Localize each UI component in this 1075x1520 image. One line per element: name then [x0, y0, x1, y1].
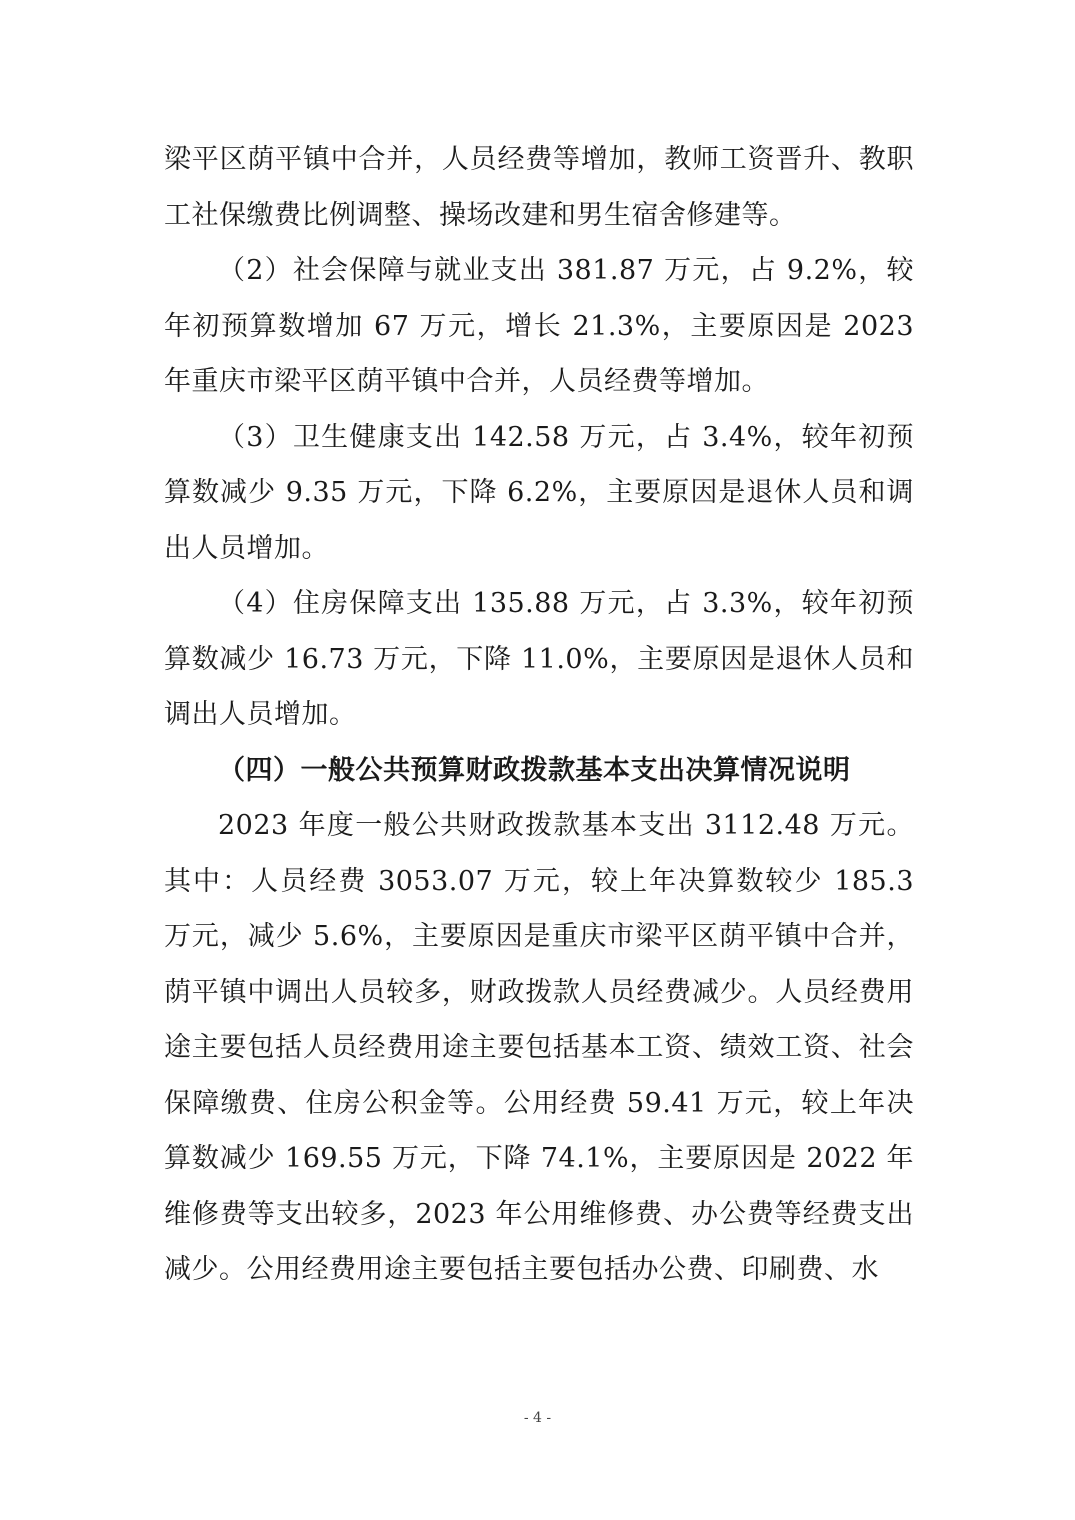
paragraph-social-security: （2）社会保障与就业支出 381.87 万元，占 9.2%，较年初预算数增加 67 万元，增长 21.3%，主要原因是 2023 年重庆市梁平区荫平镇中合并，人员经费等增加。 [164, 255, 914, 397]
paragraph-health: （3）卫生健康支出 142.58 万元，占 3.4%，较年初预算数减少 9.35 万元，下降 6.2%，主要原因是退休人员和调出人员增加。 [164, 421, 914, 564]
paragraph-continuation: 梁平区荫平镇中合并，人员经费等增加，教师工资晋升、教职工社保缴费比例调整、操场改建和男生宿舍修建等。 [164, 144, 914, 231]
paragraph-basic-expenditure: 2023 年度一般公共财政拨款基本支出 3112.48 万元。其中：人员经费 3053.07 万元，较上年决算数较少 185.3 万元，减少 5.6%，主要原因是重庆市梁平区荫平镇中合并，荫平镇中调出人员较多，财政拨款人员经费减少。人员经费用途主要包括人员经费用途主要包括基本工资、绩效工资、社会保障缴费、住房公积金等。公用经费 59.41 万元，较上年决算数减少 169.55 万元，下降 74.1%，主要原因是 2022 年维修费等支出较多，2023 年公用维修费、办公费等经费支出减少。公用经费用途主要包括主要包括办公费、印刷费、水 [164, 810, 914, 1285]
paragraph-housing: （4）住房保障支出 135.88 万元，占 3.3%，较年初预算数减少 16.73 万元，下降 11.0%，主要原因是退休人员和调出人员增加。 [164, 588, 914, 730]
document-body [164, 132, 914, 1298]
section-heading: （四）一般公共预算财政拨款基本支出决算情况说明 [218, 754, 851, 786]
page-number: - 4 - [523, 1410, 552, 1426]
